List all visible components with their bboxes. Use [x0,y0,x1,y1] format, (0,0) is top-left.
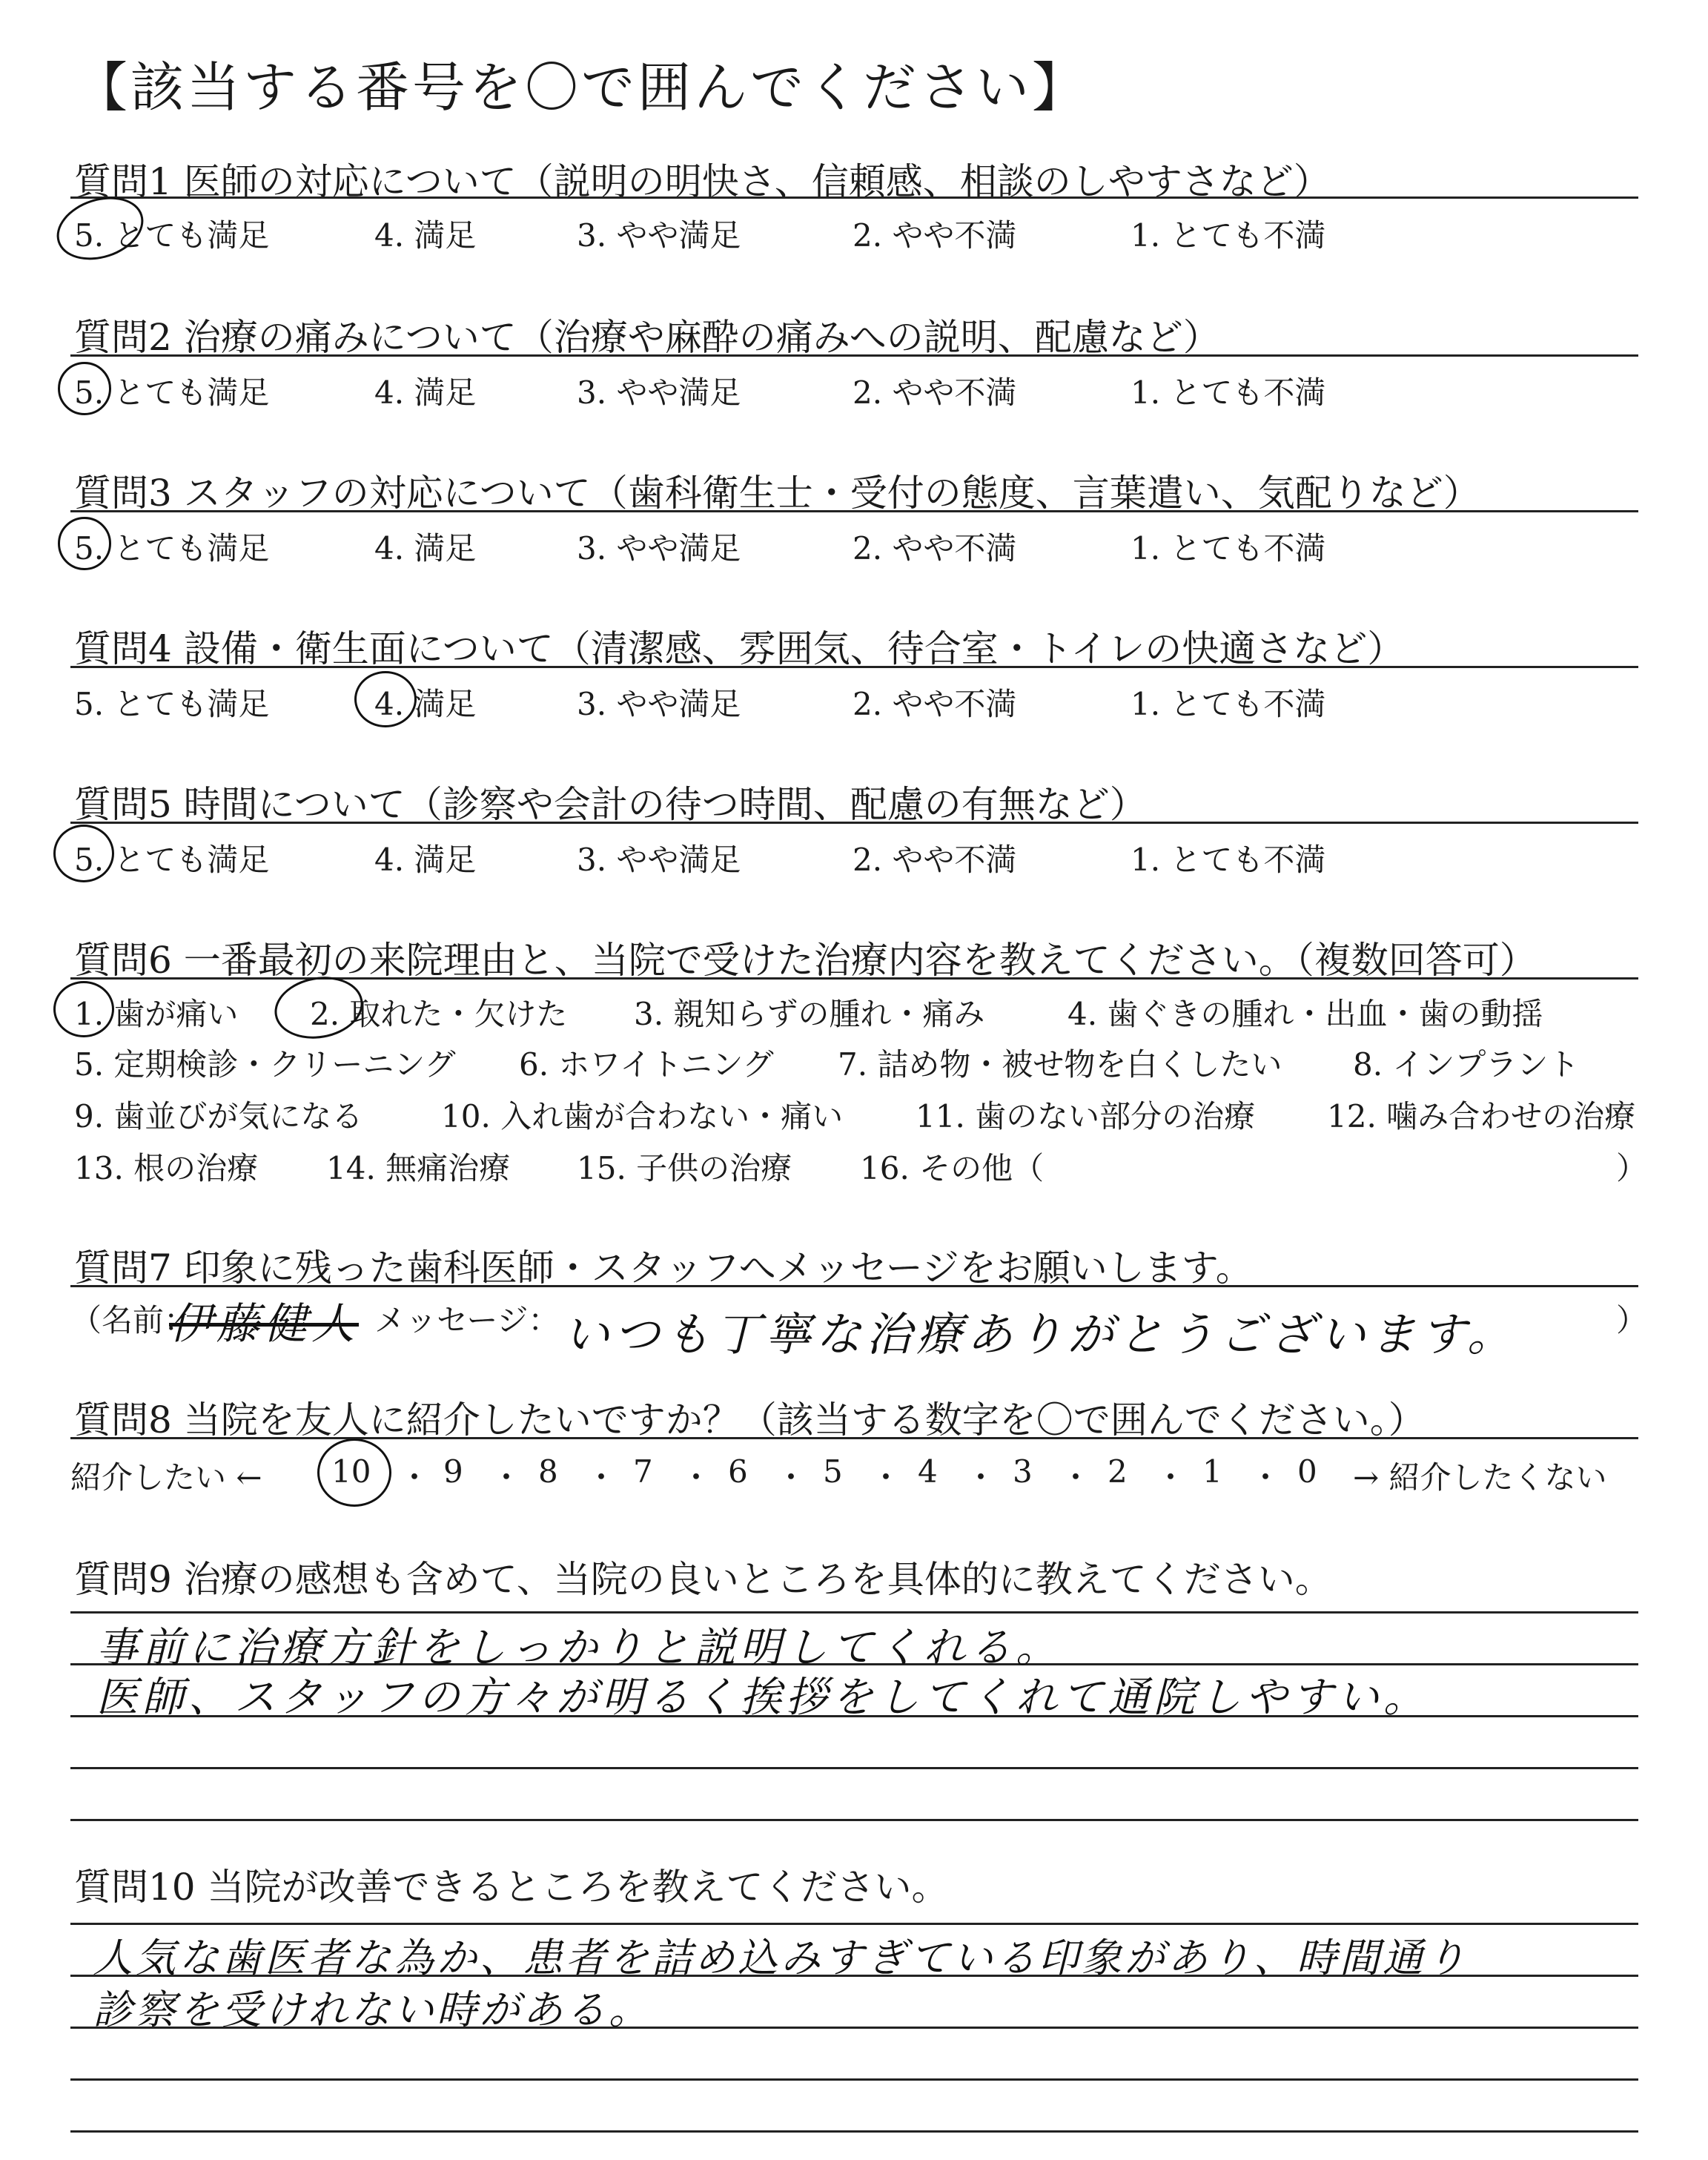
scale-dot: ・ [586,1459,618,1496]
scale-number-4[interactable]: 4 [918,1453,938,1490]
q2-option-4[interactable]: 4. 満足 [374,374,477,411]
scale-number-0[interactable]: 0 [1297,1453,1317,1490]
scale-dot: ・ [1155,1459,1187,1496]
q5-option-4[interactable]: 4. 満足 [374,842,477,878]
q3-option-2[interactable]: 2. やや不満 [853,530,1017,567]
q5-option-5[interactable]: 5. とても満足 [74,842,270,878]
scale-dot: ・ [965,1459,997,1496]
scale-dot: ・ [399,1459,431,1496]
scale-left-label: 紹介したい ← [70,1459,262,1496]
other-close-paren: ） [1616,1150,1648,1186]
message-close-paren: ） [1616,1302,1648,1338]
scale-right-label: → 紹介したくない [1353,1459,1607,1496]
treatment-1-circle [53,981,114,1037]
answer-line [70,2130,1638,2133]
q5-option-3[interactable]: 3. やや満足 [577,842,741,878]
scale-number-7[interactable]: 7 [633,1453,653,1490]
q4-option-5[interactable]: 5. とても満足 [74,686,270,722]
divider [70,1285,1638,1287]
q1-option-4[interactable]: 4. 満足 [374,217,477,254]
name-label: （名前： [70,1302,196,1338]
q1-option-1[interactable]: 1. とても不満 [1131,217,1326,254]
q1-option-3[interactable]: 3. やや満足 [577,217,741,254]
scale-number-9[interactable]: 9 [443,1453,463,1490]
scale-dot: ・ [870,1459,902,1496]
question-8-heading: 質問8 当院を友人に紹介したいですか？（該当する数字を〇で囲んでください。） [74,1398,1426,1441]
treatment-option-14[interactable]: 14. 無痛治療 [326,1150,511,1186]
page-title: 【該当する番号を〇で囲んでください】 [74,56,1089,119]
name-value[interactable]: 伊藤健人 [169,1298,360,1349]
question-3-heading: 質問3 スタッフの対応について（歯科衛生士・受付の態度、言葉遣い、気配りなど） [74,472,1480,515]
q10-answer-line-1[interactable]: 人気な歯医者な為か、患者を詰め込みすぎている印象があり、時間通り [93,1935,1469,1981]
divider [70,510,1638,512]
scale-number-3[interactable]: 3 [1013,1453,1033,1490]
question-7-heading: 質問7 印象に残った歯科医師・スタッフへメッセージをお願いします。 [74,1246,1253,1289]
q10-answer-line-2[interactable]: 診察を受けれない時がある。 [93,1986,652,2033]
scale-dot: ・ [1060,1459,1092,1496]
divider [70,822,1638,824]
q8-answer-circle [317,1439,391,1507]
scale-number-6[interactable]: 6 [728,1453,748,1490]
divider [70,666,1638,668]
scale-number-10[interactable]: 10 [331,1453,371,1490]
treatment-option-11[interactable]: 11. 歯のない部分の治療 [916,1098,1256,1135]
divider [70,196,1638,199]
question-9-heading: 質問9 治療の感想も含めて、当院の良いところを具体的に教えてください。 [74,1558,1332,1601]
question-10-heading: 質問10 当院が改善できるところを教えてください。 [74,1866,949,1909]
treatment-option-8[interactable]: 8. インプラント [1353,1046,1580,1083]
q4-option-1[interactable]: 1. とても不満 [1131,686,1326,722]
scale-number-1[interactable]: 1 [1202,1453,1222,1490]
answer-line [70,1819,1638,1821]
scale-number-2[interactable]: 2 [1108,1453,1128,1490]
message-label: メッセージ： [374,1302,560,1338]
q4-option-3[interactable]: 3. やや満足 [577,686,741,722]
treatment-option-6[interactable]: 6. ホワイトニング [519,1046,774,1083]
treatment-option-13[interactable]: 13. 根の治療 [74,1150,259,1186]
treatment-option-12[interactable]: 12. 噛み合わせの治療 [1327,1098,1636,1135]
q5-option-2[interactable]: 2. やや不満 [853,842,1017,878]
q3-option-1[interactable]: 1. とても不満 [1131,530,1326,567]
scale-dot: ・ [491,1459,523,1496]
q3-answer-circle [58,517,111,570]
scale-number-5[interactable]: 5 [823,1453,843,1490]
answer-line [70,1923,1638,1925]
q4-option-2[interactable]: 2. やや不満 [853,686,1017,722]
question-5-heading: 質問5 時間について（診察や会計の待つ時間、配慮の有無など） [74,783,1147,826]
question-2-heading: 質問2 治療の痛みについて（治療や麻酔の痛みへの説明、配慮など） [74,316,1220,359]
q9-answer-line-1[interactable]: 事前に治療方針をしっかりと説明してくれる。 [96,1624,1062,1672]
treatment-option-15[interactable]: 15. 子供の治療 [577,1150,792,1186]
q3-option-4[interactable]: 4. 満足 [374,530,477,567]
answer-line [70,2078,1638,2081]
q2-option-5[interactable]: 5. とても満足 [74,374,270,411]
q1-option-5[interactable]: 5. とても満足 [74,217,270,254]
q5-option-1[interactable]: 1. とても不満 [1131,842,1326,878]
treatment-option-4[interactable]: 4. 歯ぐきの腫れ・出血・歯の動揺 [1068,996,1543,1032]
scale-dot: ・ [1250,1459,1282,1496]
q3-option-5[interactable]: 5. とても満足 [74,530,270,567]
treatment-option-2[interactable]: 2. 取れた・欠けた [310,996,568,1032]
question-1-heading: 質問1 医師の対応について（説明の明快さ、信頼感、相談のしやすさなど） [74,160,1331,203]
q1-option-2[interactable]: 2. やや不満 [853,217,1017,254]
divider [70,1437,1638,1439]
scale-dot: ・ [775,1459,807,1496]
treatment-option-7[interactable]: 7. 詰め物・被せ物を白くしたい [838,1046,1282,1083]
message-value[interactable]: いつも丁寧な治療ありがとうございます。 [563,1307,1518,1361]
q4-answer-circle [354,671,417,727]
scale-dot: ・ [681,1459,712,1496]
divider [70,354,1638,357]
treatment-option-3[interactable]: 3. 親知らずの腫れ・痛み [634,996,985,1032]
q2-answer-circle [58,362,111,415]
treatment-option-16[interactable]: 16. その他（ [860,1150,1045,1186]
question-6-heading: 質問6 一番最初の来院理由と、当院で受けた治療内容を教えてください。（複数回答可） [74,939,1537,982]
q2-option-1[interactable]: 1. とても不満 [1131,374,1326,411]
q4-option-4[interactable]: 4. 満足 [374,686,477,722]
answer-line [70,1611,1638,1614]
answer-line [70,1767,1638,1769]
treatment-option-9[interactable]: 9. 歯並びが気になる [74,1098,363,1135]
q9-answer-line-2[interactable]: 医師、スタッフの方々が明るく挨拶をしてくれて通院しやすい。 [96,1674,1429,1722]
question-4-heading: 質問4 設備・衛生面について（清潔感、雰囲気、待合室・トイレの快適さなど） [74,627,1405,670]
treatment-option-10[interactable]: 10. 入れ歯が合わない・痛い [441,1098,844,1135]
treatment-option-1[interactable]: 1. 歯が痛い [74,996,239,1032]
q5-answer-circle [53,825,114,882]
treatment-option-5[interactable]: 5. 定期検診・クリーニング [74,1046,456,1083]
q2-option-2[interactable]: 2. やや不満 [853,374,1017,411]
q2-option-3[interactable]: 3. やや満足 [577,374,741,411]
q3-option-3[interactable]: 3. やや満足 [577,530,741,567]
scale-number-8[interactable]: 8 [538,1453,558,1490]
